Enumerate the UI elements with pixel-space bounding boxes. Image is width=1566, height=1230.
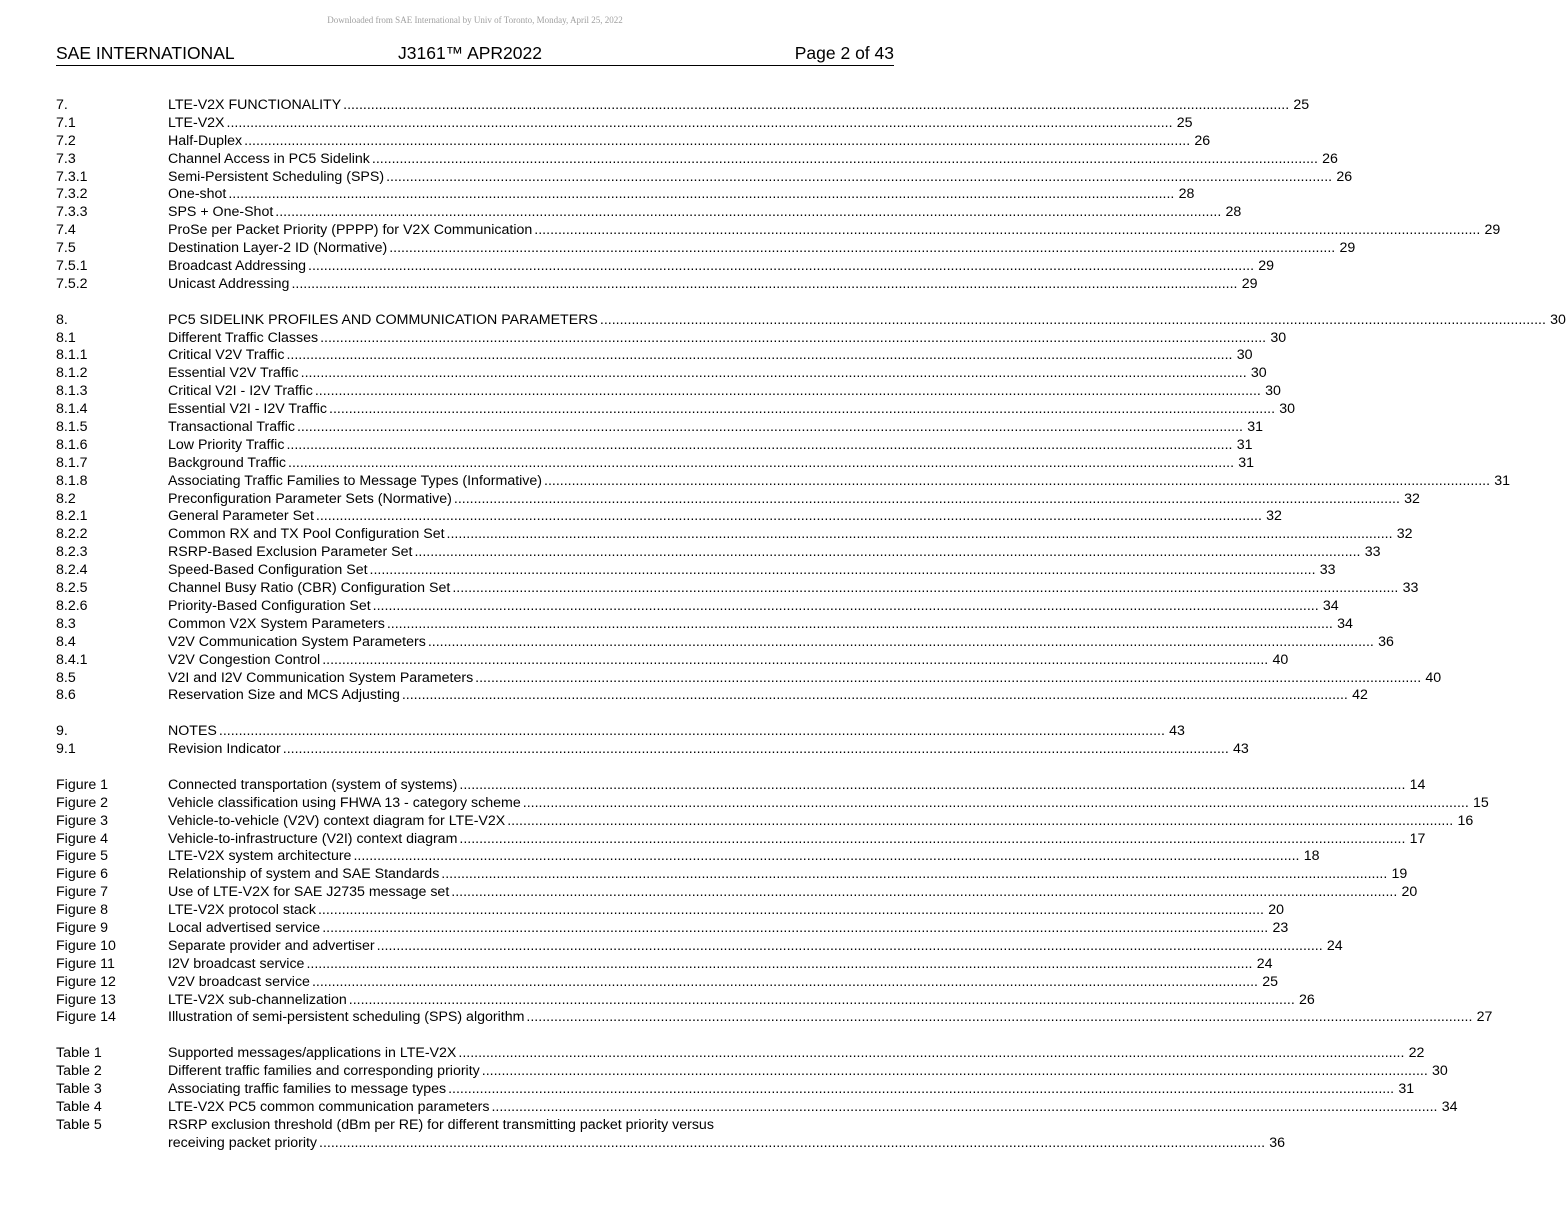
- toc-entry[interactable]: [56, 741, 1249, 759]
- toc-leader-dots: [521, 795, 1471, 813]
- header-org: SAE INTERNATIONAL: [56, 43, 235, 63]
- toc-page: 32: [1396, 526, 1413, 543]
- toc-number: Figure 6: [56, 866, 109, 883]
- toc-entry[interactable]: [56, 114, 1193, 133]
- toc-title: Essential V2I - I2V Traffic: [168, 401, 328, 418]
- toc-page: 31: [1494, 472, 1511, 489]
- toc-leader-dots: [439, 866, 1389, 884]
- toc-page: 43: [1169, 723, 1185, 740]
- toc-leader-dots: [318, 330, 1268, 348]
- toc-page: 25: [1176, 114, 1193, 131]
- toc-entry[interactable]: [56, 329, 1287, 348]
- toc-number: 8.1.1: [56, 347, 88, 364]
- toc-number: 8.3: [56, 615, 76, 632]
- toc-leader-dots: [524, 1009, 1474, 1027]
- toc-page: 15: [1473, 794, 1489, 811]
- toc-number: 8.4: [56, 633, 76, 650]
- toc-page: 36: [1378, 633, 1394, 650]
- toc-page: 33: [1319, 562, 1336, 579]
- toc-entry[interactable]: [56, 830, 1426, 849]
- toc-page: 33: [1364, 544, 1381, 561]
- toc-page: 30: [1550, 311, 1566, 328]
- toc-leader-dots: [505, 813, 1455, 831]
- toc-entry[interactable]: [56, 365, 1267, 383]
- toc-entry[interactable]: [56, 812, 1474, 831]
- toc-page: 31: [1398, 1080, 1415, 1097]
- toc-title: Common V2X System Parameters: [168, 615, 385, 632]
- toc-page: 32: [1266, 508, 1282, 525]
- toc-leader-dots: [387, 240, 1337, 258]
- toc-entry[interactable]: [56, 866, 1408, 884]
- toc-leader-dots: [341, 97, 1291, 115]
- toc-page: 43: [1233, 741, 1249, 758]
- toc-leader-dots: [327, 401, 1277, 419]
- toc-number: 8.6: [56, 687, 76, 704]
- toc-entry[interactable]: [56, 401, 1296, 419]
- toc-leader-dots: [284, 347, 1234, 365]
- toc-leader-dots: [310, 974, 1260, 992]
- toc-number: 7.4: [56, 222, 76, 239]
- toc-page: 29: [1241, 275, 1258, 292]
- toc-title: RSRP-Based Exclusion Parameter Set: [168, 544, 413, 561]
- toc-title: RSRP exclusion threshold (dBm per RE) for different transmitting packet priority versus: [168, 1116, 714, 1133]
- toc-leader-dots: [226, 186, 1176, 204]
- toc-title: Critical V2V Traffic: [168, 347, 285, 364]
- toc-number: 7.5: [56, 240, 76, 257]
- toc-title: LTE-V2X PC5 common communication parameters: [168, 1098, 490, 1115]
- toc-leader-dots: [317, 1135, 1267, 1153]
- toc-number: Figure 10: [56, 937, 116, 954]
- toc-page: 25: [1293, 97, 1310, 113]
- toc-entry[interactable]: [56, 937, 1343, 956]
- toc-entry[interactable]: [56, 419, 1263, 437]
- toc-number: 7.5.2: [56, 275, 88, 292]
- toc-title: Preconfiguration Parameter Sets (Normative): [168, 490, 452, 507]
- toc-entry[interactable]: [56, 991, 1315, 1010]
- toc-page: 32: [1404, 490, 1420, 507]
- toc-title: NOTES: [168, 723, 217, 740]
- toc-number: 8.2: [56, 490, 76, 507]
- toc-title: Relationship of system and SAE Standards: [168, 866, 440, 883]
- toc-entry[interactable]: [56, 633, 1394, 652]
- toc-leader-dots: [446, 1081, 1396, 1099]
- toc-title: Essential V2V Traffic: [168, 365, 299, 382]
- toc-title: General Parameter Set: [168, 508, 314, 525]
- toc-entry[interactable]: [56, 1045, 1425, 1063]
- toc-page: 30: [1250, 365, 1267, 382]
- toc-number: 8.2.5: [56, 580, 88, 597]
- toc-title: Background Traffic: [168, 454, 287, 471]
- toc-entry[interactable]: [56, 919, 1289, 938]
- header-page-number: Page 2 of 43: [794, 43, 894, 63]
- toc-leader-dots: [284, 437, 1234, 455]
- toc-entry[interactable]: [56, 454, 1255, 473]
- toc-page: 42: [1352, 687, 1368, 704]
- toc-page: 30: [1236, 347, 1253, 364]
- toc-leader-dots: [384, 169, 1334, 187]
- toc-entry[interactable]: [56, 383, 1281, 401]
- toc-number: 7.1: [56, 114, 76, 131]
- toc-leader-dots: [400, 687, 1350, 705]
- toc-page: 30: [1432, 1063, 1448, 1080]
- toc-leader-dots: [351, 848, 1301, 866]
- toc-page: 20: [1401, 884, 1418, 901]
- toc-page: 30: [1265, 383, 1281, 400]
- toc-leader-dots: [281, 741, 1231, 759]
- toc-page: 33: [1402, 580, 1419, 597]
- toc-entry[interactable]: [56, 1009, 1493, 1027]
- toc-leader-dots: [320, 920, 1270, 938]
- toc-number: 7.5.1: [56, 258, 88, 275]
- toc-page: 28: [1225, 204, 1242, 221]
- toc-leader-dots: [532, 222, 1482, 240]
- toc-entry[interactable]: [56, 258, 1275, 276]
- toc-leader-dots: [449, 884, 1399, 902]
- toc-title: Semi-Persistent Scheduling (SPS): [168, 168, 385, 185]
- toc-number: 7.: [56, 97, 68, 113]
- toc-title: Channel Access in PC5 Sidelink: [168, 150, 370, 167]
- toc-page: 29: [1339, 240, 1356, 257]
- toc-title: Associating traffic families to message types: [168, 1080, 447, 1097]
- toc-number: Figure 7: [56, 884, 109, 901]
- toc-number: Figure 12: [56, 973, 116, 990]
- toc-entry[interactable]: [56, 1080, 1415, 1099]
- toc-leader-dots: [426, 634, 1376, 652]
- toc-leader-dots: [242, 133, 1192, 151]
- toc-entry[interactable]: [56, 848, 1320, 866]
- toc-title: Different traffic families and corresponding priority: [168, 1063, 480, 1080]
- toc-title: One-shot: [168, 186, 227, 203]
- toc-number: 8.2.4: [56, 562, 88, 579]
- toc-title: Supported messages/applications in LTE-V2X: [168, 1045, 457, 1062]
- toc-title: Critical V2I - I2V Traffic: [168, 383, 313, 400]
- toc-page: 30: [1279, 401, 1296, 418]
- toc-number: 7.3: [56, 150, 76, 167]
- toc-page: 19: [1391, 866, 1408, 883]
- toc-number: Figure 1: [56, 776, 109, 793]
- toc-leader-dots: [347, 992, 1297, 1010]
- toc-page: 40: [1425, 669, 1442, 686]
- toc-entry[interactable]: [56, 902, 1285, 920]
- download-watermark: Downloaded from SAE International by Univ of Toronto, Monday, April 25, 2022: [327, 15, 623, 25]
- toc-number: Table 3: [56, 1080, 102, 1097]
- toc-entry[interactable]: [56, 776, 1426, 795]
- toc-leader-dots: [412, 544, 1362, 562]
- toc-title: LTE-V2X sub-channelization: [168, 991, 347, 1008]
- toc-number: Figure 14: [56, 1009, 116, 1026]
- toc-title: LTE-V2X FUNCTIONALITY: [168, 97, 342, 113]
- toc-entry[interactable]: [56, 651, 1289, 670]
- toc-title: Local advertised service: [168, 919, 321, 936]
- toc-number: 8.1.2: [56, 365, 88, 382]
- toc-page: 26: [1194, 132, 1211, 149]
- toc-title: Connected transportation (system of systems): [168, 776, 458, 793]
- toc-title: Speed-Based Configuration Set: [168, 562, 368, 579]
- toc-title: Destination Layer-2 ID (Normative): [168, 240, 388, 257]
- toc-entry[interactable]: [56, 472, 1511, 491]
- toc-number: Figure 3: [56, 812, 109, 829]
- toc-entry[interactable]: [56, 723, 1185, 741]
- toc-page: 22: [1408, 1045, 1425, 1062]
- toc-page: 26: [1336, 168, 1353, 185]
- toc-number: Figure 4: [56, 830, 109, 847]
- toc-title: ProSe per Packet Priority (PPPP) for V2X Communication: [168, 222, 533, 239]
- toc-title: Channel Busy Ratio (CBR) Configuration Set: [168, 580, 451, 597]
- toc-title: Unicast Addressing: [168, 275, 290, 292]
- toc-page: 29: [1484, 222, 1501, 239]
- toc-page: 26: [1299, 991, 1315, 1008]
- toc-title: V2I and I2V Communication System Parameters: [168, 669, 474, 686]
- toc-number: 8.1.4: [56, 401, 88, 418]
- header-doc-id: J3161™ APR2022: [398, 43, 542, 63]
- toc-number: Figure 8: [56, 902, 109, 919]
- toc-number: 8.2.6: [56, 597, 88, 614]
- toc-title: Illustration of semi-persistent scheduling (SPS) algorithm: [168, 1009, 525, 1026]
- toc-number: 8.1.8: [56, 472, 88, 489]
- toc-number: 8.5: [56, 669, 76, 686]
- toc-entry[interactable]: [56, 186, 1195, 204]
- toc-number: 8.4.1: [56, 651, 88, 668]
- toc-leader-dots: [320, 652, 1270, 670]
- toc-entry[interactable]: [56, 669, 1442, 688]
- toc-page: 18: [1303, 848, 1320, 865]
- toc-title: PC5 SIDELINK PROFILES AND COMMUNICATION PARAMETERS: [168, 311, 598, 328]
- toc-leader-dots: [452, 491, 1402, 509]
- toc-entry[interactable]: [56, 544, 1381, 562]
- toc-entry[interactable]: [56, 132, 1211, 151]
- toc-leader-dots: [480, 1063, 1430, 1081]
- toc-leader-dots: [450, 580, 1400, 598]
- toc-number: 8.1: [56, 329, 76, 346]
- toc-page: 40: [1272, 651, 1289, 668]
- toc-entry[interactable]: [56, 562, 1336, 580]
- toc-page: 17: [1409, 830, 1426, 847]
- toc-number: 9.: [56, 723, 68, 740]
- toc-page: 29: [1258, 258, 1275, 275]
- toc-leader-dots: [371, 598, 1321, 616]
- toc-page: 34: [1322, 597, 1339, 614]
- toc-number: 8.1.3: [56, 383, 88, 400]
- toc-number: 7.3.2: [56, 186, 88, 203]
- toc-entry[interactable]: [56, 580, 1419, 598]
- toc-entry[interactable]: [56, 526, 1413, 544]
- toc-entry[interactable]: [56, 884, 1418, 902]
- toc-number: Figure 13: [56, 991, 116, 1008]
- toc-entry[interactable]: [56, 508, 1282, 526]
- toc-leader-dots: [299, 365, 1249, 383]
- toc-page: 28: [1178, 186, 1195, 203]
- toc-entry[interactable]: [56, 168, 1353, 187]
- toc-page: 31: [1247, 419, 1263, 436]
- toc-title: V2V Communication System Parameters: [168, 633, 426, 650]
- toc-title: Vehicle classification using FHWA 13 - category scheme: [168, 794, 521, 811]
- toc-title: Reservation Size and MCS Adjusting: [168, 687, 400, 704]
- toc-leader-dots: [456, 1045, 1406, 1063]
- toc-entry[interactable]: [56, 240, 1356, 258]
- toc-leader-dots: [473, 670, 1423, 688]
- toc-leader-dots: [217, 723, 1167, 741]
- toc-leader-dots: [457, 831, 1407, 849]
- toc-title: LTE-V2X protocol stack: [168, 902, 316, 919]
- toc-page: 24: [1256, 955, 1273, 972]
- toc-leader-dots: [316, 902, 1266, 920]
- toc-title-continued: receiving packet priority: [168, 1134, 318, 1151]
- toc-entry[interactable]: [56, 347, 1253, 365]
- toc-page: 36: [1269, 1134, 1286, 1151]
- toc-entry[interactable]: [56, 973, 1278, 992]
- toc-page: 27: [1476, 1009, 1493, 1026]
- toc-leader-dots: [445, 526, 1395, 544]
- toc-leader-dots: [286, 455, 1236, 473]
- toc-entry[interactable]: [56, 204, 1242, 222]
- toc-page: 25: [1262, 973, 1278, 990]
- toc-entry[interactable]: [56, 222, 1501, 240]
- toc-number: 8.: [56, 311, 68, 328]
- toc-number: Figure 2: [56, 794, 109, 811]
- toc-leader-dots: [368, 562, 1318, 580]
- toc-number: Table 5: [56, 1116, 102, 1133]
- page-header: [56, 43, 894, 66]
- toc-title: Vehicle-to-vehicle (V2V) context diagram for LTE-V2X: [168, 812, 506, 829]
- toc-number: 7.2: [56, 132, 76, 149]
- toc-entry[interactable]: [56, 1116, 1286, 1153]
- toc-title: V2V Congestion Control: [168, 651, 321, 668]
- toc-entry[interactable]: [56, 1063, 1448, 1081]
- toc-leader-dots: [295, 419, 1245, 437]
- toc-entry[interactable]: [56, 490, 1420, 509]
- toc-title: LTE-V2X system architecture: [168, 848, 352, 865]
- toc-leader-dots: [598, 312, 1548, 330]
- toc-page: 34: [1337, 615, 1353, 632]
- toc-title: I2V broadcast service: [168, 955, 305, 972]
- toc-title: Common RX and TX Pool Configuration Set: [168, 526, 445, 543]
- toc-title: Broadcast Addressing: [168, 258, 307, 275]
- toc-entry[interactable]: [56, 687, 1368, 705]
- toc-leader-dots: [273, 204, 1223, 222]
- toc-number: Table 2: [56, 1063, 102, 1080]
- toc-entry[interactable]: [56, 955, 1273, 974]
- toc-entry[interactable]: [56, 597, 1339, 616]
- toc-number: 8.2.3: [56, 544, 88, 561]
- toc-title: LTE-V2X: [168, 114, 225, 131]
- toc-number: 9.1: [56, 741, 76, 758]
- toc-leader-dots: [289, 276, 1239, 294]
- toc-leader-dots: [385, 616, 1335, 634]
- toc-number: 7.3.3: [56, 204, 88, 221]
- toc-title: SPS + One-Shot: [168, 204, 274, 221]
- toc-leader-dots: [457, 777, 1407, 795]
- toc-number: 8.1.6: [56, 436, 88, 453]
- toc-entry[interactable]: [56, 97, 1310, 115]
- toc-entry[interactable]: [56, 794, 1489, 813]
- toc-number: 7.3.1: [56, 168, 88, 185]
- toc-leader-dots: [313, 383, 1263, 401]
- toc-page: 16: [1457, 812, 1474, 829]
- toc-leader-dots: [304, 956, 1254, 974]
- toc-number: 8.1.7: [56, 454, 88, 471]
- toc-entry[interactable]: [56, 311, 1566, 330]
- toc-title: Half-Duplex: [168, 132, 243, 149]
- toc-leader-dots: [306, 258, 1256, 276]
- toc-number: Figure 5: [56, 848, 109, 865]
- toc-page: 34: [1441, 1098, 1458, 1115]
- toc-page: 31: [1236, 436, 1253, 453]
- toc-leader-dots: [225, 115, 1175, 133]
- toc-title: Different Traffic Classes: [168, 329, 319, 346]
- toc-number: 8.2.2: [56, 526, 88, 543]
- toc-entry[interactable]: [56, 150, 1338, 169]
- toc-page: 24: [1326, 937, 1343, 954]
- toc-title: Transactional Traffic: [168, 419, 295, 436]
- toc-page: 14: [1409, 776, 1426, 793]
- toc-leader-dots: [375, 938, 1325, 956]
- toc-page: 20: [1268, 902, 1285, 919]
- toc-number: Figure 11: [56, 955, 115, 972]
- toc-entry[interactable]: [56, 615, 1353, 634]
- toc-entry[interactable]: [56, 436, 1253, 455]
- toc-page: 31: [1238, 454, 1255, 471]
- toc-page: 23: [1272, 919, 1289, 936]
- toc-title: Associating Traffic Families to Message Types (Informative): [168, 472, 543, 489]
- toc-leader-dots: [489, 1099, 1439, 1117]
- toc-title: Low Priority Traffic: [168, 436, 285, 453]
- table-of-contents: [56, 97, 1566, 1153]
- toc-leader-dots: [314, 508, 1264, 526]
- toc-number: Figure 9: [56, 919, 109, 936]
- toc-page: 26: [1322, 150, 1338, 167]
- toc-title: Priority-Based Configuration Set: [168, 597, 371, 614]
- toc-number: 8.2.1: [56, 508, 88, 525]
- toc-entry[interactable]: [56, 1098, 1458, 1117]
- toc-leader-dots: [370, 151, 1320, 169]
- toc-title: Vehicle-to-infrastructure (V2I) context diagram: [168, 830, 458, 847]
- toc-page: 30: [1270, 329, 1287, 346]
- toc-title: V2V broadcast service: [168, 973, 310, 990]
- toc-entry[interactable]: [56, 275, 1258, 294]
- toc-number: Table 4: [56, 1098, 102, 1115]
- toc-title: Use of LTE-V2X for SAE J2735 message set: [168, 884, 450, 901]
- toc-title: Separate provider and advertiser: [168, 937, 375, 954]
- toc-leader-dots: [542, 473, 1492, 491]
- toc-title: Revision Indicator: [168, 741, 281, 758]
- toc-number: Table 1: [56, 1045, 102, 1062]
- toc-number: 8.1.5: [56, 419, 88, 436]
